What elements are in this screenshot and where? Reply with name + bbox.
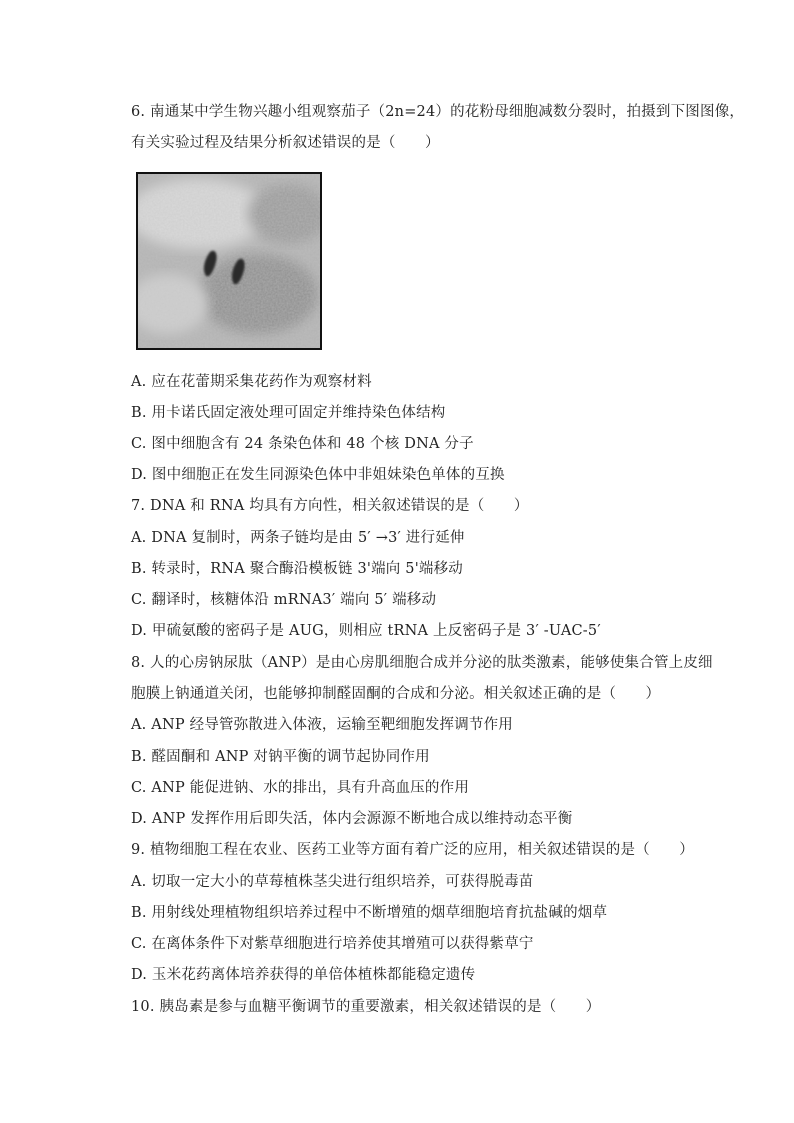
question-9-option-d: D. 玉米花药离体培养获得的单倍体植株都能稳定遗传 (131, 967, 476, 983)
question-8-option-b: B. 醛固酮和 ANP 对钠平衡的调节起协同作用 (131, 749, 430, 765)
question-9-option-c: C. 在离体条件下对紫草细胞进行培养使其增殖可以获得紫草宁 (131, 936, 534, 952)
question-8-option-d: D. ANP 发挥作用后即失活，体内会源源不断地合成以维持动态平衡 (131, 811, 573, 827)
micrograph-image (136, 172, 322, 350)
question-8-stem-line-2: 胞膜上钠通道关闭，也能够抑制醛固酮的合成和分泌。相关叙述正确的是（ ） (131, 686, 661, 702)
question-7-stem: 7. DNA 和 RNA 均具有方向性，相关叙述错误的是（ ） (131, 498, 529, 514)
question-6-option-a: A. 应在花蕾期采集花药作为观察材料 (131, 374, 372, 390)
question-8-stem-line-1: 8. 人的心房钠尿肽（ANP）是由心房肌细胞合成并分泌的肽类激素，能够使集合管上皮细 (131, 655, 713, 671)
question-9-option-a: A. 切取一定大小的草莓植株茎尖进行组织培养，可获得脱毒苗 (131, 874, 534, 890)
question-6-option-c: C. 图中细胞含有 24 条染色体和 48 个核 DNA 分子 (131, 436, 474, 452)
question-8-option-a: A. ANP 经导管弥散进入体液，运输至靶细胞发挥调节作用 (131, 717, 514, 733)
question-9-stem: 9. 植物细胞工程在农业、医药工业等方面有着广泛的应用，相关叙述错误的是（ ） (131, 842, 694, 858)
question-7-option-a: A. DNA 复制时，两条子链均是由 5′ →3′ 进行延伸 (131, 530, 465, 546)
question-6-option-b: B. 用卡诺氏固定液处理可固定并维持染色体结构 (131, 405, 446, 421)
question-9-option-b: B. 用射线处理植物组织培养过程中不断增殖的烟草细胞培育抗盐碱的烟草 (131, 905, 608, 921)
question-7-option-d: D. 甲硫氨酸的密码子是 AUG，则相应 tRNA 上反密码子是 3′ -UAC-5′ (131, 623, 601, 639)
question-7-option-b: B. 转录时，RNA 聚合酶沿模板链 3'端向 5'端移动 (131, 561, 463, 577)
question-6-stem-line-1: 6. 南通某中学生物兴趣小组观察茄子（2n=24）的花粉母细胞减数分裂时，拍摄到下图图像， (131, 104, 745, 120)
question-10-stem: 10. 胰岛素是参与血糖平衡调节的重要激素，相关叙述错误的是（ ） (131, 999, 601, 1015)
question-6-stem-line-2: 有关实验过程及结果分析叙述错误的是（ ） (131, 135, 440, 151)
question-7-option-c: C. 翻译时，核糖体沿 mRNA3′ 端向 5′ 端移动 (131, 592, 437, 608)
question-6-option-d: D. 图中细胞正在发生同源染色体中非姐妹染色单体的互换 (131, 467, 505, 483)
question-8-option-c: C. ANP 能促进钠、水的排出，具有升高血压的作用 (131, 780, 470, 796)
